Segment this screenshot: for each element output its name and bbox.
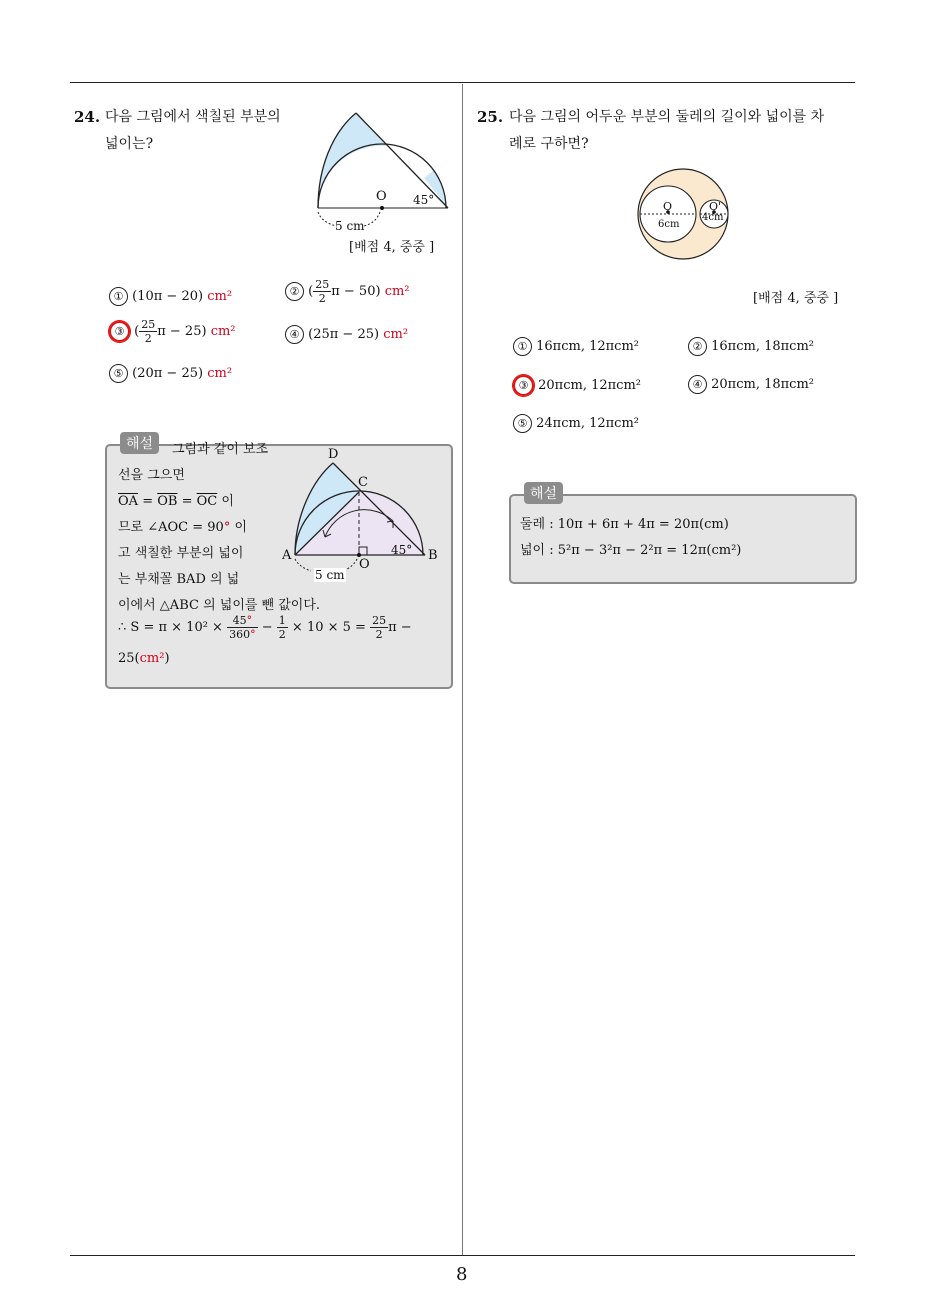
q25-text-line1: 다음 그림의 어두운 부분의 둘레의 길이와 넓이를 차: [509, 109, 825, 125]
q24-sol-fig-label-c: C: [358, 475, 368, 490]
choice-expr: π − 25): [157, 324, 207, 339]
choice-fraction: $\frac{25}{2}$: [315, 278, 330, 305]
q24-sol-fig-label-angle: 45°: [391, 543, 413, 557]
q25-choice-2[interactable]: [688, 337, 814, 356]
q24-meta: [배점 4, 중중 ]: [349, 240, 435, 255]
choice-marker: ①: [109, 287, 128, 306]
choice-unit: cm²: [383, 327, 409, 342]
q24-choice-1[interactable]: [109, 287, 232, 306]
choice-pre: (: [308, 284, 314, 299]
q24-sol-fig-label-a: A: [282, 548, 292, 563]
choice-expr: (20π − 25): [132, 366, 204, 381]
q25-choice-5[interactable]: [513, 414, 639, 433]
q25-sol-line2: 넓이 : 5²π − 3²π − 2²π = 12π(cm²): [520, 543, 742, 558]
q25-fig-label-o-prime: O': [709, 200, 722, 213]
q24-choice-2[interactable]: [285, 278, 410, 305]
choice-marker: ④: [285, 325, 304, 344]
choice-marker-selected: ③: [109, 321, 130, 342]
q24-sol-line7: 이에서 △ABC 의 넓이를 뺀 값이다.: [118, 598, 321, 613]
choice-unit: cm²: [384, 284, 410, 299]
choice-marker: ②: [688, 337, 707, 356]
choice-marker: ②: [285, 282, 304, 301]
q24-sol-line4: 므로 ∠AOC = 90° 이: [118, 520, 248, 535]
q25-fig-label-4cm: 4cm: [702, 212, 724, 223]
q25-choice-1[interactable]: [513, 337, 639, 356]
q24-sol-formula: ∴ S = π × 10² × $\frac{45^\circ}{360^\circ}$ − $\frac{1}{2}$ × 10 × 5 = $\frac{25}{2}$ π −: [118, 614, 412, 641]
q24-sol-fig-label-length: 5 cm: [315, 568, 345, 582]
q24-sol-line6: 는 부채꼴 BAD 의 넓: [118, 572, 240, 587]
bottom-rule: [70, 1255, 855, 1256]
q25-solution-tag: 해설: [524, 482, 563, 504]
q24-text-line2: 넓이는?: [105, 136, 154, 152]
choice-marker: ⑤: [513, 414, 532, 433]
choice-fraction: $\frac{25}{2}$: [141, 318, 156, 345]
q24-sol-fig-label-d: D: [328, 447, 339, 462]
page-number: 8: [456, 1264, 468, 1285]
choice-text: 20πcm, 18πcm²: [711, 377, 815, 392]
choice-expr: (10π − 20): [132, 289, 204, 304]
q25-choice-4[interactable]: [688, 375, 814, 394]
choice-pre: (: [134, 324, 140, 339]
q25-choice-3[interactable]: [513, 375, 641, 396]
q25-meta: [배점 4, 중중 ]: [753, 291, 839, 306]
choice-expr: (25π − 25): [308, 327, 380, 342]
q24-number: 24.: [74, 108, 101, 126]
choice-expr: π − 50): [331, 284, 381, 299]
q24-sol-line3: $\overline{OA} = \overline{OB} = \overline{OC}$ 이: [118, 494, 234, 509]
q24-choice-3[interactable]: [109, 318, 236, 345]
choice-text: 24πcm, 12πcm²: [536, 416, 640, 431]
q25-fig-label-6cm: 6cm: [658, 219, 680, 230]
choice-text: 20πcm, 12πcm²: [538, 378, 642, 393]
q24-fig-label-angle: 45°: [413, 193, 435, 207]
choice-marker-selected: ③: [513, 375, 534, 396]
q24-choice-4[interactable]: [285, 325, 408, 344]
q24-solution-tag: 해설: [120, 432, 159, 454]
choice-unit: cm²: [207, 366, 233, 381]
q24-sol-fig-label-o: O: [359, 557, 370, 572]
choice-text: 16πcm, 12πcm²: [536, 339, 640, 354]
choice-unit: cm²: [210, 324, 236, 339]
q24-sol-line5: 고 색칠한 부분의 넓이: [118, 546, 244, 561]
q24-choice-5[interactable]: [109, 364, 232, 383]
choice-unit: cm²: [207, 289, 233, 304]
q24-sol-fig-label-b: B: [428, 548, 438, 563]
choice-marker: ④: [688, 375, 707, 394]
q24-figure: [312, 108, 457, 233]
q24-sol-line1: 그림과 같이 보조: [172, 442, 269, 457]
q24-text-line1: 다음 그림에서 색칠된 부분의: [105, 109, 281, 125]
q24-fig-label-o: O: [376, 189, 387, 204]
q24-fig-label-length: 5 cm: [335, 219, 365, 233]
choice-marker: ⑤: [109, 364, 128, 383]
q24-sol-final: 25(cm²): [118, 651, 170, 666]
q25-fig-label-o: O: [663, 200, 673, 213]
q25-number: 25.: [477, 108, 504, 126]
top-rule: [70, 82, 855, 83]
q25-text-line2: 례로 구하면?: [509, 136, 589, 152]
column-divider: [462, 84, 463, 1256]
q24-sol-line2: 선을 그으면: [118, 468, 185, 483]
q25-sol-line1: 둘레 : 10π + 6π + 4π = 20π(cm): [520, 517, 729, 532]
choice-marker: ①: [513, 337, 532, 356]
choice-text: 16πcm, 18πcm²: [711, 339, 815, 354]
